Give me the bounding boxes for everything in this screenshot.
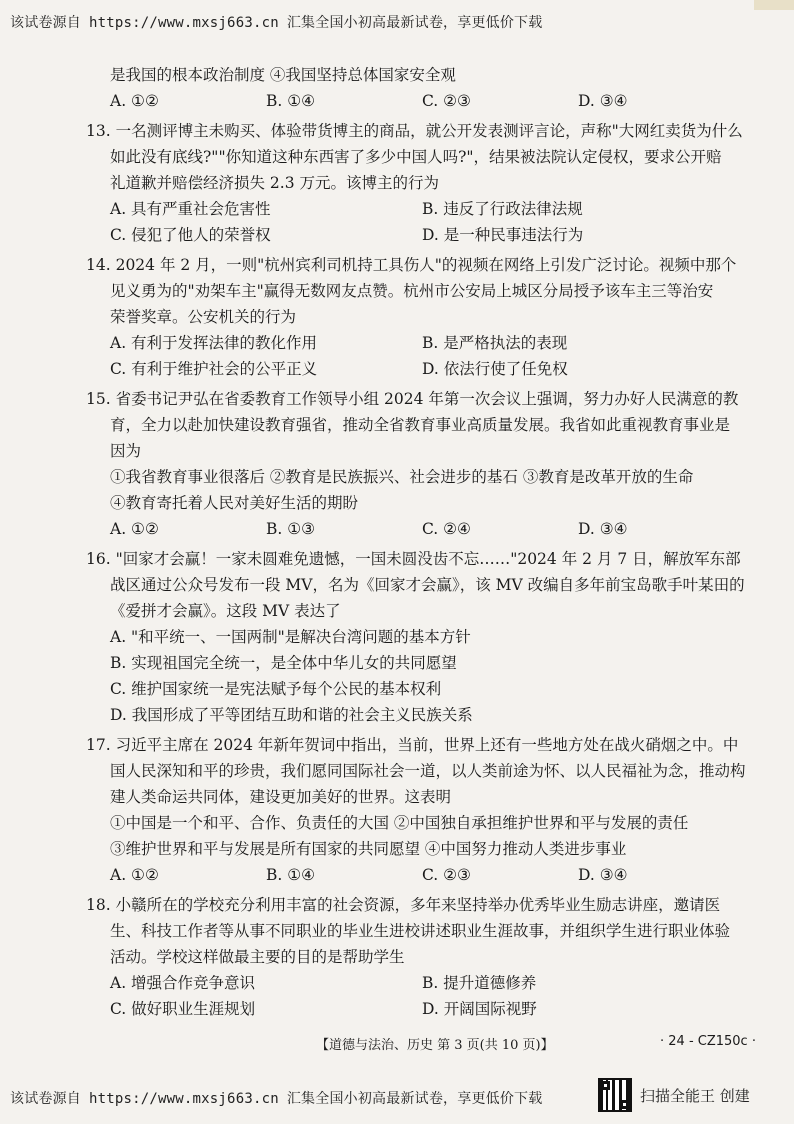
option-d: D. ③④ <box>578 866 628 884</box>
footer-page-info: 【道德与法治、历史 第 3 页(共 10 页)】 <box>316 1038 554 1053</box>
watermark-url[interactable]: https://www.mxsj663.cn <box>89 15 279 31</box>
option-d: D. 开阔国际视野 <box>422 1000 537 1018</box>
options-row <box>110 996 734 1022</box>
scanner-badge-text: 扫描全能王 创建 <box>640 1086 750 1105</box>
option-b: B. 是严格执法的表现 <box>422 334 568 352</box>
options-row <box>110 356 734 382</box>
question-text-line: 如此没有底线?""你知道这种东西害了多少中国人吗?"，结果被法院认定侵权，要求公开赔 <box>110 148 722 166</box>
question-text-line: 14. 2024 年 2 月，一则"杭州宾利司机持工具伤人"的视频在网络上引发广泛讨论。视频中那个 <box>86 256 737 274</box>
question-text-line: 因为 <box>110 442 142 460</box>
option-d: D. 是一种民事违法行为 <box>422 226 584 244</box>
options-row <box>110 330 734 356</box>
question-text-line: 国人民深知和平的珍贵，我们愿同国际社会一道，以人类前途为怀、以人民福祉为念，推动构 <box>110 762 746 780</box>
options-row <box>94 88 734 114</box>
option-c: C. ②④ <box>422 520 471 538</box>
question-text-line: 是我国的根本政治制度 ④我国坚持总体国家安全观 <box>110 66 456 84</box>
question-text-line: 生、科技工作者等从事不同职业的毕业生进校讲述职业生涯故事，并组织学生进行职业体验 <box>110 922 731 940</box>
bottom-watermark <box>10 1088 542 1108</box>
top-watermark <box>10 12 542 32</box>
question-text-line: 16. "回家才会赢！一家未圆难免遗憾，一国未圆没齿不忘……"2024 年 2 月 7 日，解放军东部 <box>86 550 741 568</box>
question-text-line: 《爱拼才会赢》。这段 MV 表达了 <box>110 602 341 620</box>
question-18 <box>86 892 734 1022</box>
statement-line: ③维护世界和平与发展是所有国家的共同愿望 ④中国努力推动人类进步事业 <box>110 840 627 858</box>
question-12-tail <box>94 62 734 114</box>
options-row <box>110 862 734 888</box>
option-a: A. 具有严重社会危害性 <box>110 200 271 218</box>
question-text-line: 18. 小赣所在的学校充分利用丰富的社会资源，多年来坚持举办优秀毕业生励志讲座，邀请医 <box>86 896 721 914</box>
option-b: B. 实现祖国完全统一，是全体中华儿女的共同愿望 <box>110 654 457 672</box>
option-b: B. ①④ <box>266 92 316 110</box>
footer-exam-code: · 24 - CZ150c · <box>660 1034 756 1049</box>
option-d: D. 依法行使了任免权 <box>422 360 568 378</box>
option-a: A. 有利于发挥法律的教化作用 <box>110 334 318 352</box>
question-text-line: 13. 一名测评博主未购买、体验带货博主的商品，就公开发表测评言论，声称"大网红卖货为什么 <box>86 122 743 140</box>
option-d: D. ③④ <box>578 92 628 110</box>
statement-line: ①中国是一个和平、合作、负责任的大国 ②中国独自承担维护世界和平与发展的责任 <box>110 814 689 832</box>
option-c: C. 维护国家统一是宪法赋予每个公民的基本权利 <box>110 680 442 698</box>
question-text-line: 战区通过公众号发布一段 MV，名为《回家才会赢》，该 MV 改编自多年前宝岛歌手叶某田的 <box>110 576 745 594</box>
options-row <box>110 222 734 248</box>
option-c: C. ②③ <box>422 866 471 884</box>
watermark-suffix: 汇集全国小初高最新试卷，享更低价下载 <box>286 1091 543 1107</box>
option-a: A. "和平统一、一国两制"是解决台湾问题的基本方针 <box>110 628 471 646</box>
option-b: B. 违反了行政法律法规 <box>422 200 583 218</box>
question-text-line: 育，全力以赴加快建设教育强省，推动全省教育事业高质量发展。我省如此重视教育事业是 <box>110 416 731 434</box>
question-16 <box>86 546 745 728</box>
watermark-url[interactable]: https://www.mxsj663.cn <box>89 1091 279 1107</box>
question-text-line: 礼道歉并赔偿经济损失 2.3 万元。该博主的行为 <box>110 174 440 192</box>
option-b: B. 提升道德修养 <box>422 974 537 992</box>
option-c: C. 有利于维护社会的公平正义 <box>110 360 318 378</box>
qr-code-icon <box>598 1078 632 1112</box>
watermark-suffix: 汇集全国小初高最新试卷，享更低价下载 <box>286 15 543 31</box>
corner-stain <box>754 0 794 10</box>
option-c: C. 做好职业生涯规划 <box>110 1000 256 1018</box>
option-b: B. ①③ <box>266 520 316 538</box>
question-text-line: 活动。学校这样做最主要的目的是帮助学生 <box>110 948 405 966</box>
question-text-line: 荣誉奖章。公安机关的行为 <box>110 308 297 326</box>
option-d: D. ③④ <box>578 520 628 538</box>
option-c: C. ②③ <box>422 92 471 110</box>
question-17 <box>86 732 746 888</box>
question-13 <box>86 118 743 248</box>
option-a: A. ①② <box>110 520 159 538</box>
question-content <box>86 62 746 1022</box>
question-text-line: 17. 习近平主席在 2024 年新年贺词中指出，当前，世界上还有一些地方处在战火硝烟之中。中 <box>86 736 739 754</box>
option-a: A. 增强合作竞争意识 <box>110 974 256 992</box>
watermark-prefix: 该试卷源自 <box>10 15 81 31</box>
options-row <box>110 196 734 222</box>
question-14 <box>86 252 737 382</box>
option-a: A. ①② <box>110 92 159 110</box>
question-text-line: 见义勇为的"劝架车主"赢得无数网友点赞。杭州市公安局上城区分局授予该车主三等治安 <box>110 282 714 300</box>
question-15 <box>86 386 739 542</box>
statement-line: ①我省教育事业很落后 ②教育是民族振兴、社会进步的基石 ③教育是改革开放的生命 <box>110 468 694 486</box>
question-text-line: 建人类命运共同体，建设更加美好的世界。这表明 <box>110 788 452 806</box>
option-b: B. ①④ <box>266 866 316 884</box>
options-row <box>110 970 734 996</box>
option-c: C. 侵犯了他人的荣誉权 <box>110 226 271 244</box>
scanner-badge <box>598 1078 750 1112</box>
option-d: D. 我国形成了平等团结互助和谐的社会主义民族关系 <box>110 706 473 724</box>
statement-line: ④教育寄托着人民对美好生活的期盼 <box>110 494 359 512</box>
question-text-line: 15. 省委书记尹弘在省委教育工作领导小组 2024 年第一次会议上强调，努力办好人民满意的教 <box>86 390 739 408</box>
options-row <box>110 516 734 542</box>
watermark-prefix: 该试卷源自 <box>10 1091 81 1107</box>
option-a: A. ①② <box>110 866 159 884</box>
